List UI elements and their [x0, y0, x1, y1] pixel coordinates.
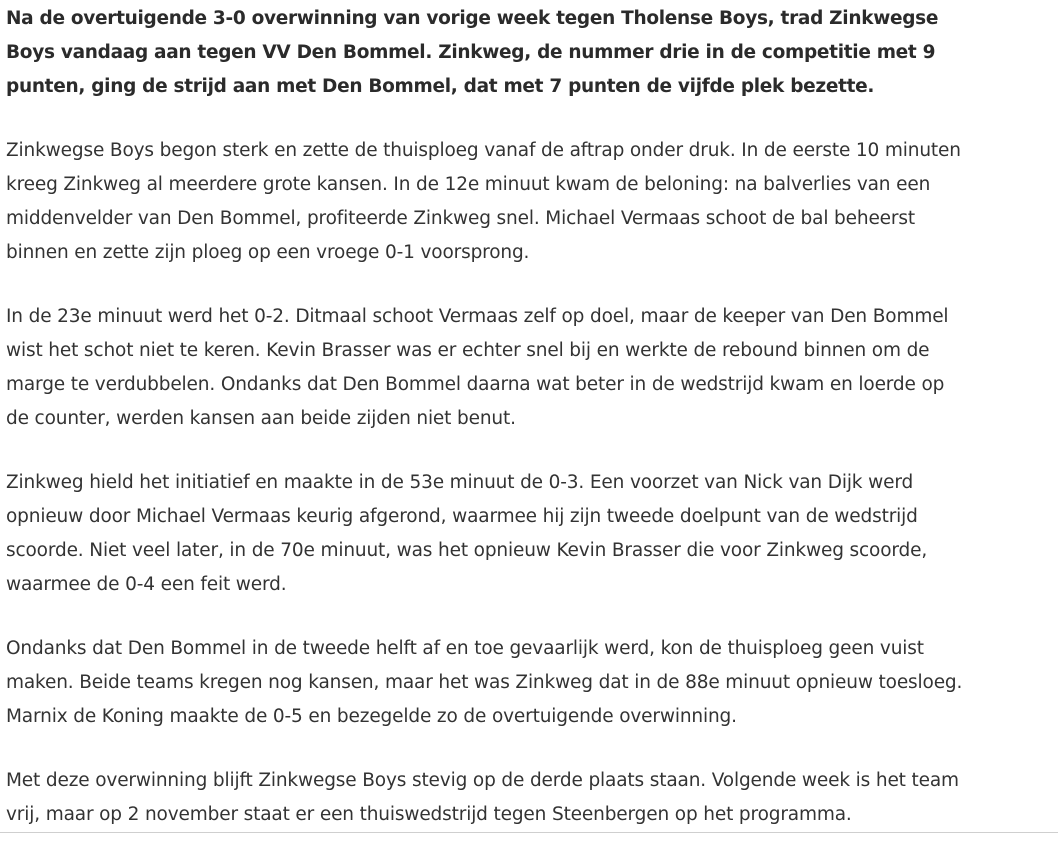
article-paragraph-3: Zinkweg hield het initiatief en maakte in de 53e minuut de 0-3. Een voorzet van Nick van Dijk werd opnieuw door Michael Vermaas keurig afgerond, waarmee hij zijn tweede doelpunt van de wedstrijd scoorde. Niet veel later, in de 70e minuut, was het opnieuw Kevin Brasser die voor Zinkweg scoorde, waarmee de 0-4 een feit werd.: [6, 472, 928, 595]
article-paragraph-4: Ondanks dat Den Bommel in de tweede helft af en toe gevaarlijk werd, kon de thuisploeg geen vuist maken. Beide teams kregen nog kansen, maar het was Zinkweg dat in de 88e minuut opnieuw toesloeg. Marnix de Koning maakte de 0-5 en bezegelde zo de overtuigende overwinning.: [6, 638, 963, 727]
article-intro: Na de overtuigende 3-0 overwinning van vorige week tegen Tholense Boys, trad Zinkwegse Boys vandaag aan tegen VV Den Bommel. Zinkweg, de nummer drie in de competitie met 9 punten, ging de strijd aan met Den Bommel, dat met 7 punten de vijfde plek bezette.: [6, 8, 939, 97]
article-paragraph-1: Zinkwegse Boys begon sterk en zette de thuisploeg vanaf de aftrap onder druk. In de eerste 10 minuten kreeg Zinkweg al meerdere grote kansen. In de 12e minuut kwam de beloning: na balverlies van een middenvelder van Den Bommel, profiteerde Zinkweg snel. Michael Vermaas schoot de bal beheerst binnen en zette zijn ploeg op een vroege 0-1 voorsprong.: [6, 140, 961, 263]
bottom-divider: [0, 832, 1058, 833]
article-paragraph-5: Met deze overwinning blijft Zinkwegse Boys stevig op de derde plaats staan. Volgende week is het team vrij, maar op 2 november staat er een thuiswedstrijd tegen Steenbergen op het programma.: [6, 770, 959, 825]
article-body: [6, 2, 966, 862]
article-paragraph-2: In de 23e minuut werd het 0-2. Ditmaal schoot Vermaas zelf op doel, maar de keeper van Den Bommel wist het schot niet te keren. Kevin Brasser was er echter snel bij en werkte de rebound binnen om de marge te verdubbelen. Ondanks dat Den Bommel daarna wat beter in de wedstrijd kwam en loerde op de counter, werden kansen aan beide zijden niet benut.: [6, 306, 949, 429]
